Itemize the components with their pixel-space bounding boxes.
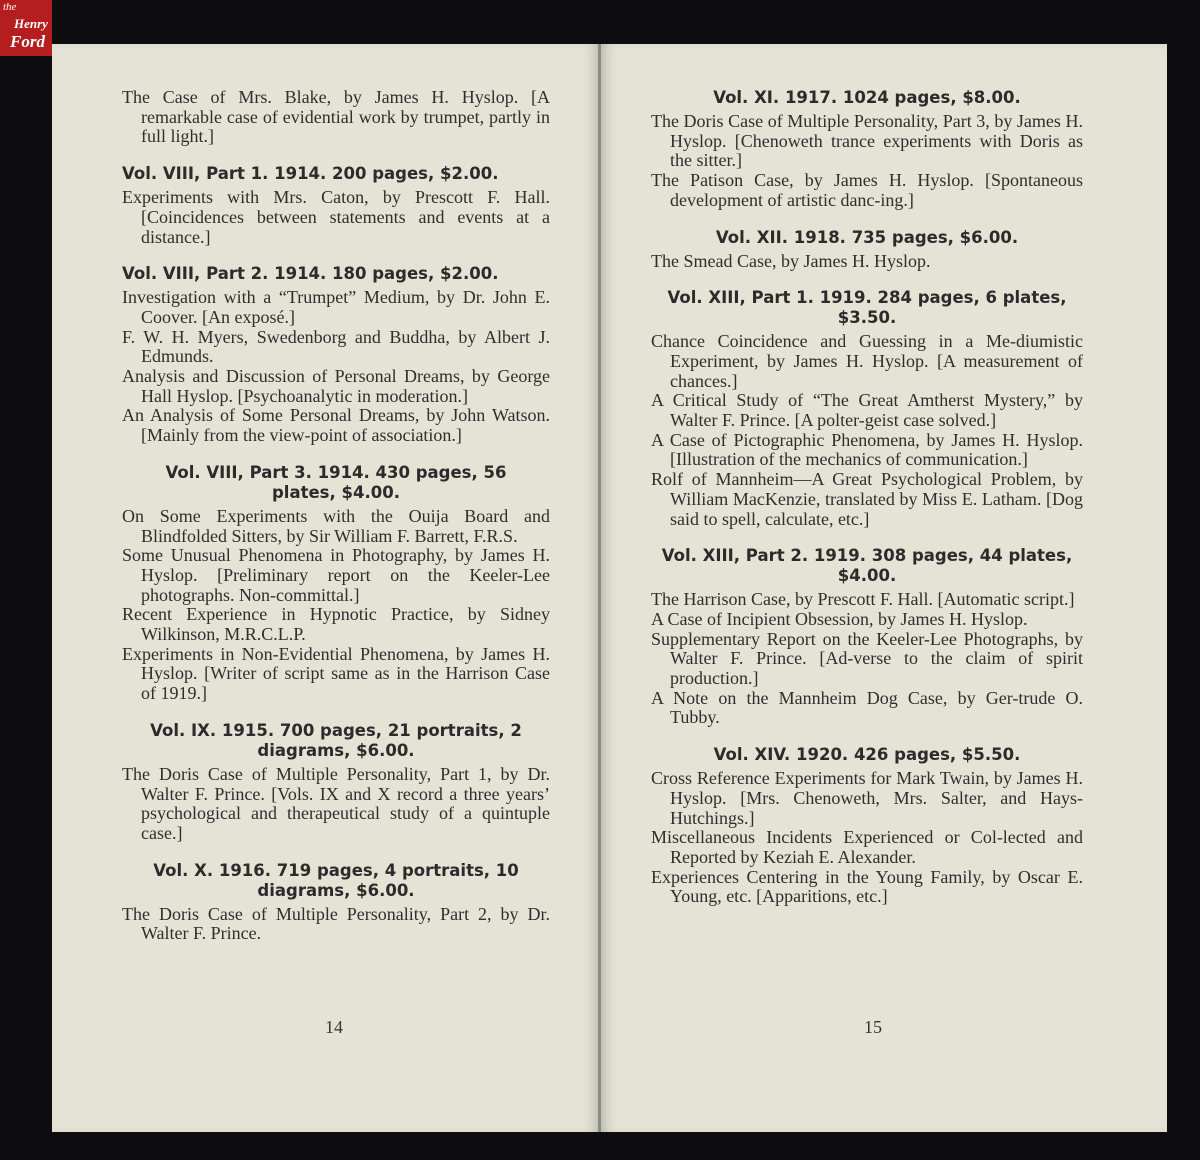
henry-ford-logo [0,0,52,56]
left-column [122,88,550,944]
entry: Rolf of Mannheim—A Great Psychological Problem, by William MacKenzie, translated by Miss E. Latham. [Dog said to spell, calculate, etc.] [651,469,1083,529]
entry: Miscellaneous Incidents Experienced or Col-lected and Reported by Keziah E. Alexander. [651,827,1083,867]
volume-heading: Vol. IX. 1915. 700 pages, 21 portraits, 2 diagrams, $6.00. [150,720,522,760]
entry: The Harrison Case, by Prescott F. Hall. [Automatic script.] [651,589,1075,610]
entry: Experiments with Mrs. Caton, by Prescott F. Hall. [Coincidences between statements and events at a distance.] [122,187,550,247]
entry: Recent Experience in Hypnotic Practice, by Sidney Wilkinson, M.R.C.L.P. [122,604,550,645]
entry: The Doris Case of Multiple Personality, Part 2, by Dr. Walter F. Prince. [122,903,550,944]
entry: A Critical Study of “The Great Amtherst Mystery,” by Walter F. Prince. [A polter-geist case solved.] [651,390,1083,431]
entry: Chance Coincidence and Guessing in a Me-diumistic Experiment, by James H. Hyslop. [A measurement of chances.] [651,331,1083,391]
volume-heading: Vol. XI. 1917. 1024 pages, $8.00. [713,88,1021,107]
volume-heading: Vol. X. 1916. 719 pages, 4 portraits, 10 diagrams, $6.00. [153,860,519,900]
entry: Supplementary Report on the Keeler-Lee Photographs, by Walter F. Prince. [Ad-verse to the claim of spirit production.] [651,628,1083,689]
volume-heading: Vol. XIII, Part 2. 1919. 308 pages, 44 plates, $4.00. [661,546,1073,586]
volume-heading: Vol. VIII, Part 3. 1914. 430 pages, 56 plates, $4.00. [165,462,507,502]
logo-ford: Ford [10,32,45,51]
entry: A Case of Incipient Obsession, by James H. Hyslop. [651,608,1028,629]
entry: On Some Experiments with the Ouija Board and Blindfolded Sitters, by Sir William F. Barrett, F.R.S. [122,505,550,546]
logo-the: the [3,1,17,13]
entry: Analysis and Discussion of Personal Dreams, by George Hall Hyslop. [Psychoanalytic in moderation.] [122,366,550,406]
right-page [601,44,1167,1132]
entry: Cross Reference Experiments for Mark Twain, by James H. Hyslop. [Mrs. Chenoweth, Mrs. Salter, and Hays-Hutchings.] [651,768,1083,828]
entry: Experiments in Non-Evidential Phenomena, by James H. Hyslop. [Writer of script same as in the Harrison Case of 1919.] [122,643,550,704]
entry: Experiences Centering in the Young Family, by Oscar E. Young, etc. [Apparitions, etc.] [651,866,1083,907]
volume-heading: Vol. XIV. 1920. 426 pages, $5.50. [713,745,1021,765]
left-page [52,44,599,1132]
volume-heading: Vol. XIII, Part 1. 1919. 284 pages, 6 plates, $3.50. [667,288,1067,328]
entry: An Analysis of Some Personal Dreams, by John Watson. [Mainly from the view-point of association.] [122,405,550,446]
entry: A Case of Pictographic Phenomena, by James H. Hyslop. [Illustration of the mechanics of communication.] [651,429,1083,470]
volume-heading: Vol. XII. 1918. 735 pages, $6.00. [715,227,1019,247]
entry: The Doris Case of Multiple Personality, Part 1, by Dr. Walter F. Prince. [Vols. IX and X record a three years’ psychological and therapeutical study of a quintuple case.] [122,763,550,843]
page-number: 14 [325,1017,343,1037]
entry: The Patison Case, by James H. Hyslop. [Spontaneous development of artistic danc-ing.] [651,170,1083,210]
volume-heading: Vol. VIII, Part 2. 1914. 180 pages, $2.00. [122,264,499,284]
logo-henry: Henry [14,16,48,31]
entry: A Note on the Mannheim Dog Case, by Ger-trude O. Tubby. [651,687,1083,728]
right-column [651,88,1083,907]
entry: Investigation with a “Trumpet” Medium, by Dr. John E. Coover. [An exposé.] [122,287,550,327]
entry: The Smead Case, by James H. Hyslop. [651,250,931,271]
page-number: 15 [864,1017,882,1037]
entry: Some Unusual Phenomena in Photography, by James H. Hyslop. [Preliminary report on the Keeler-Lee photographs. Non-committal.] [122,545,550,605]
entry: The Doris Case of Multiple Personality, Part 3, by James H. Hyslop. [Chenoweth trance experiments with Doris as the sitter.] [651,111,1083,171]
entry: The Case of Mrs. Blake, by James H. Hyslop. [A remarkable case of evidential work by trumpet, partly in full light.] [122,87,550,147]
entry: F. W. H. Myers, Swedenborg and Buddha, by Albert J. Edmunds. [122,326,550,367]
volume-heading: Vol. VIII, Part 1. 1914. 200 pages, $2.00. [122,164,499,184]
